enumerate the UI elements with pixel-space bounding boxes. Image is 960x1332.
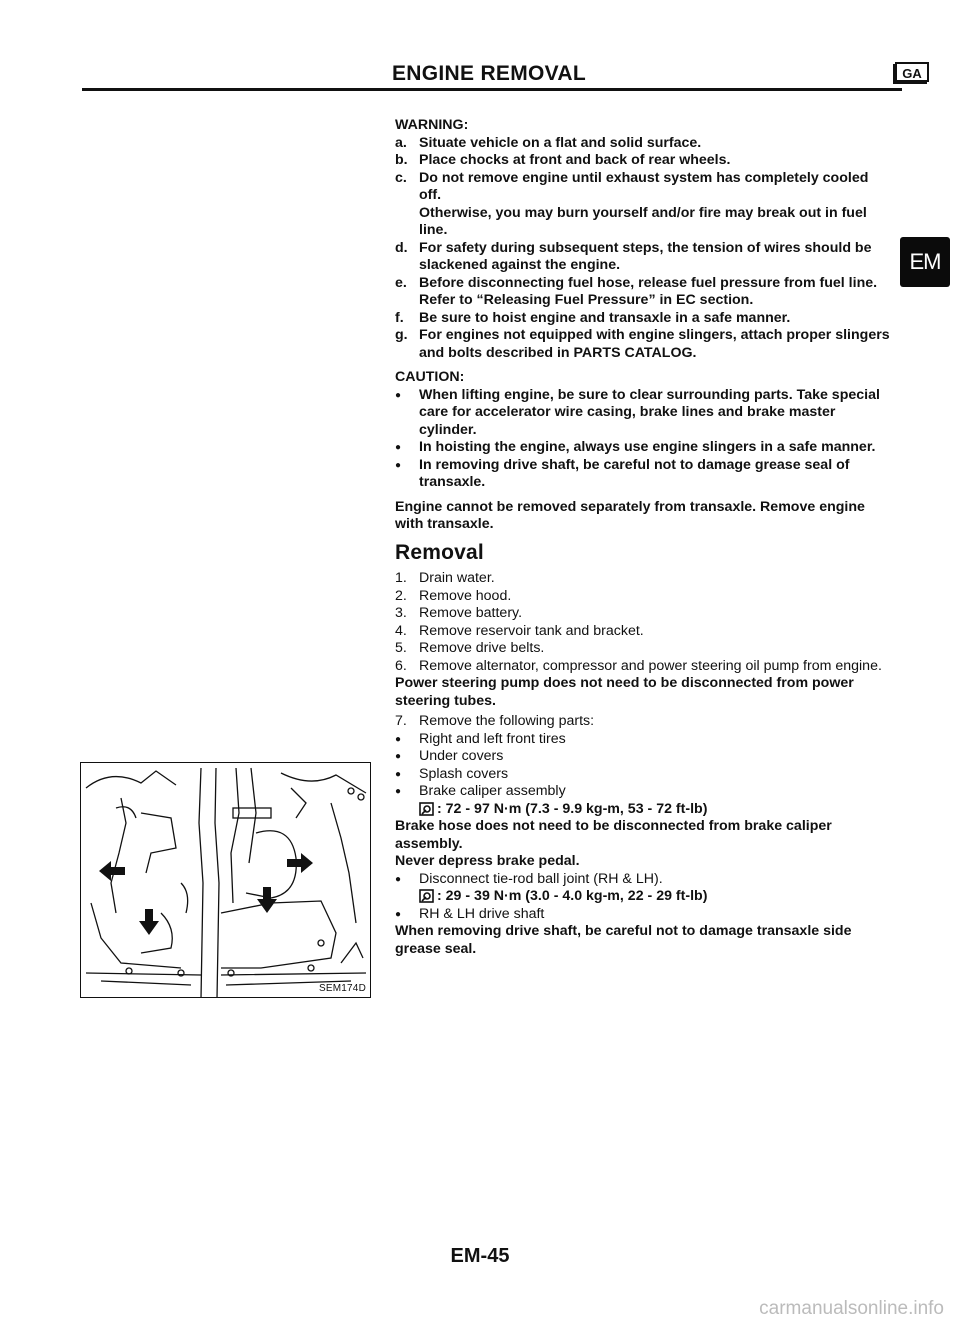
item-marker: e.	[395, 274, 407, 291]
engine-code-badge: GA	[895, 62, 929, 82]
item-note: Otherwise, you may burn yourself and/or fire may break out in fuel line.	[419, 204, 867, 238]
removal-heading: Removal	[395, 540, 484, 564]
step-text: Drain water.	[419, 570, 495, 586]
main-content	[395, 117, 890, 958]
power-steering-note: Power steering pump does not need to be disconnected from power steering tubes.	[395, 675, 854, 709]
down-arrow-center	[257, 887, 277, 913]
brake-pedal-note: Never depress brake pedal.	[395, 853, 580, 869]
part-item: ● Under covers	[395, 748, 890, 766]
step-text: Remove reservoir tank and bracket.	[419, 622, 644, 639]
caution-heading: CAUTION:	[395, 369, 465, 385]
item-marker: c.	[395, 169, 407, 186]
page-number: EM-45	[450, 1245, 510, 1267]
item-text: Before disconnecting fuel hose, release fuel pressure from fuel line.	[419, 274, 878, 291]
step-text: Remove drive belts.	[419, 640, 545, 656]
section-tab-em[interactable]: EM	[900, 237, 950, 287]
page-header	[82, 58, 922, 90]
warning-item-a	[395, 135, 890, 153]
right-arrow	[287, 853, 313, 873]
brake-hose-note: Brake hose does not need to be disconnected from brake caliper assembly.	[395, 818, 832, 852]
step-number: 7.	[395, 713, 407, 729]
warning-item-f	[395, 310, 890, 328]
drive-shaft-item: ● RH & LH drive shaft	[395, 906, 890, 924]
down-arrow-left	[139, 909, 159, 935]
step-number: 6.	[395, 657, 407, 674]
removal-step	[395, 588, 890, 606]
removal-step	[395, 658, 890, 676]
caution-block	[395, 369, 890, 492]
step-number: 5.	[395, 640, 407, 656]
figure-label: SEM174D	[319, 983, 366, 994]
page-title: ENGINE REMOVAL	[392, 62, 586, 85]
caliper-torque-spec	[395, 801, 890, 819]
step-text: Remove battery.	[419, 605, 523, 621]
removal-step	[395, 570, 890, 588]
item-text: Situate vehicle on a flat and solid surface.	[419, 134, 702, 151]
warning-item-g	[395, 327, 890, 362]
caution-item: ● In hoisting the engine, always use engine slingers in a safe manner.	[395, 439, 890, 457]
part-item: ● Right and left front tires	[395, 731, 890, 749]
step-number: 3.	[395, 605, 407, 621]
warning-item-b	[395, 152, 890, 170]
torque-value: : 72 - 97 N·m (7.3 - 9.9 kg-m, 53 - 72 ft-lb)	[437, 800, 708, 817]
item-marker: b.	[395, 152, 408, 168]
warning-heading: WARNING:	[395, 117, 469, 133]
item-text: Place chocks at front and back of rear wheels.	[419, 152, 731, 168]
step-number: 1.	[395, 570, 407, 586]
item-text: For engines not equipped with engine slingers, attach proper slingers and bolts described in PARTS CATALOG.	[419, 327, 890, 361]
part-item: ● Brake caliper assembly	[395, 783, 890, 801]
step-text: Remove the following parts:	[419, 713, 595, 729]
part-item: ● Splash covers	[395, 766, 890, 784]
warning-item-d	[395, 240, 890, 275]
caution-item: ● In removing drive shaft, be careful not to damage grease seal of transaxle.	[395, 457, 890, 492]
warning-item-e	[395, 275, 890, 310]
intro-note: Engine cannot be removed separately from transaxle. Remove engine with transaxle.	[395, 498, 865, 532]
item-marker: d.	[395, 239, 408, 256]
item-marker: f.	[395, 309, 404, 326]
step-number: 4.	[395, 622, 407, 639]
step-text: Remove hood.	[419, 587, 512, 604]
item-text: For safety during subsequent steps, the tension of wires should be slackened against the engine.	[419, 239, 872, 273]
item-text: Do not remove engine until exhaust system has completely cooled off.	[419, 169, 869, 203]
torque-wrench-icon	[419, 802, 435, 816]
header-rule	[82, 88, 902, 91]
removal-step-7	[395, 713, 890, 731]
torque-value: : 29 - 39 N·m (3.0 - 4.0 kg-m, 22 - 29 ft-lb)	[437, 888, 708, 904]
item-note: Refer to “Releasing Fuel Pressure” in EC section.	[419, 292, 754, 308]
torque-wrench-icon	[419, 889, 435, 903]
item-marker: a.	[395, 134, 407, 151]
tie-rod-item: ● Disconnect tie-rod ball joint (RH & LH).	[395, 871, 890, 889]
step-text: Remove alternator, compressor and power steering oil pump from engine.	[419, 657, 882, 674]
drive-shaft-note: When removing drive shaft, be careful not to damage transaxle side grease seal.	[395, 923, 852, 957]
warning-item-c	[395, 170, 890, 240]
tie-rod-torque-spec	[395, 888, 890, 906]
removal-step	[395, 605, 890, 623]
removal-step	[395, 623, 890, 641]
engine-underside-figure	[80, 762, 371, 998]
removal-step	[395, 640, 890, 658]
warning-block	[395, 117, 890, 362]
watermark: carmanualsonline.info	[759, 1298, 944, 1319]
step-number: 2.	[395, 587, 407, 604]
engine-underside-illustration	[81, 763, 371, 998]
removal-steps	[395, 570, 890, 958]
caution-item: ● When lifting engine, be sure to clear surrounding parts. Take special care for accelerator wire casing, brake lines and brake master cylinder.	[395, 387, 890, 440]
item-text: Be sure to hoist engine and transaxle in a safe manner.	[419, 309, 791, 326]
item-marker: g.	[395, 327, 408, 343]
